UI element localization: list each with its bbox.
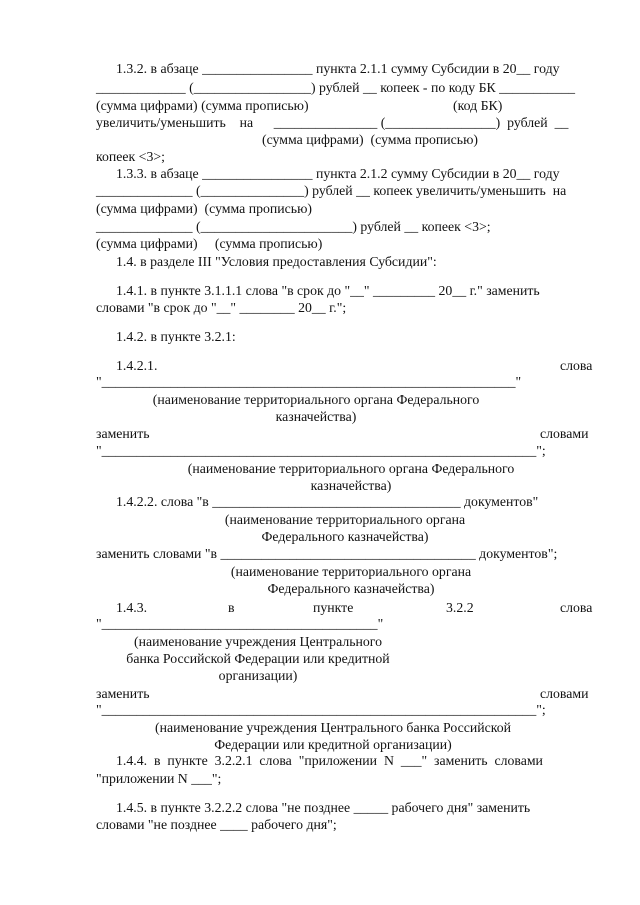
caption-treasury: казначейства)	[275, 409, 357, 424]
caption-treasury: Федерального казначейства)	[261, 529, 429, 544]
clause-1-4-3-point-number: 3.2.2	[446, 600, 474, 615]
caption-institution: организации)	[218, 668, 298, 683]
with-words: словами	[540, 686, 589, 701]
blank-line: "_______________________________________________________________";	[96, 443, 546, 458]
clause-1-4-5-line-1: 1.4.5. в пункте 3.2.2.2 слова "не позднее _____ рабочего дня" заменить	[116, 800, 531, 815]
clause-1-4-3-word-words: слова	[560, 600, 593, 615]
clause-1-3-3-line-2: ______________ (_______________) рублей __ копеек увеличить/уменьшить на	[96, 183, 567, 198]
clause-1-4-2-1-word: слова	[560, 358, 593, 373]
clause-1-4-5-line-2: словами "не позднее ____ рабочего дня";	[96, 817, 337, 832]
clause-1-3-2-line-3: увеличить/уменьшить на _______________ (________________) рублей __	[96, 115, 569, 130]
caption-territorial-body: (наименование территориального органа	[224, 512, 466, 527]
caption-sum-digits-words: (сумма цифрами) (сумма прописью)	[262, 132, 478, 147]
blank-line: "________________________________________"	[96, 616, 384, 631]
clause-1-4-2-2-line-2: заменить словами "в _____________________________________ документов";	[96, 546, 558, 561]
clause-1-4-2-1-number: 1.4.2.1.	[116, 358, 158, 373]
clause-1-3-2-line-2: _____________ (_________________) рублей __ копеек - по коду БК ___________	[96, 80, 576, 95]
caption-kbk-code: (код БК)	[453, 98, 503, 113]
clause-1-4-1-line-2: словами "в срок до "__" ________ 20__ г.";	[96, 300, 347, 315]
clause-1-3-2-line-4: копеек <3>;	[96, 149, 165, 164]
caption-sum-digits-words: (сумма цифрами) (сумма прописью)	[96, 236, 323, 251]
with-words: словами	[540, 426, 589, 441]
clause-1-4-2-2-line-1: 1.4.2.2. слова "в ____________________________________ документов"	[116, 494, 539, 509]
caption-institution: (наименование учреждения Центрального	[133, 634, 383, 649]
blank-line: "____________________________________________________________"	[96, 374, 522, 389]
clause-1-4-4-line-1: 1.4.4. в пункте 3.2.2.1 слова "приложении N ___" заменить словами	[116, 753, 543, 768]
caption-institution: банка Российской Федерации или кредитной	[126, 651, 390, 666]
clause-1-4-4-line-2: "приложении N ___";	[96, 771, 222, 786]
blank-line: "_______________________________________________________________";	[96, 702, 546, 717]
clause-1-3-2-line-1: 1.3.2. в абзаце ________________ пункта 2.1.1 сумму Субсидии в 20__ году	[116, 61, 560, 76]
clause-1-4-3-number: 1.4.3.	[116, 600, 148, 615]
caption-territorial-body: (наименование территориального органа	[230, 564, 472, 579]
caption-sum-digits-words: (сумма цифрами) (сумма прописью)	[96, 98, 309, 113]
caption-territorial-body: (наименование территориального органа Федерального	[187, 461, 515, 476]
caption-treasury: казначейства)	[310, 478, 392, 493]
caption-institution: (наименование учреждения Центрального банка Российской	[154, 720, 512, 735]
caption-territorial-body: (наименование территориального органа Федерального	[152, 392, 480, 407]
clause-1-4-2-heading: 1.4.2. в пункте 3.2.1:	[116, 329, 236, 344]
caption-sum-digits-words: (сумма цифрами) (сумма прописью)	[96, 201, 312, 216]
clause-1-4-3-word-in: в	[228, 600, 235, 615]
clause-1-3-3-line-1: 1.3.3. в абзаце ________________ пункта 2.1.2 сумму Субсидии в 20__ году	[116, 166, 560, 181]
clause-1-4-3-word-point: пункте	[313, 600, 354, 615]
clause-1-3-3-line-3: ______________ (______________________) рублей __ копеек <3>;	[96, 219, 491, 234]
clause-1-4-heading: 1.4. в разделе III "Условия предоставления Субсидии":	[116, 254, 437, 269]
caption-institution: Федерации или кредитной организации)	[214, 737, 452, 752]
replace-word: заменить	[96, 426, 150, 441]
replace-word: заменить	[96, 686, 150, 701]
caption-treasury: Федерального казначейства)	[267, 581, 435, 596]
clause-1-4-1-line-1: 1.4.1. в пункте 3.1.1.1 слова "в срок до "__" _________ 20__ г." заменить	[116, 283, 540, 298]
